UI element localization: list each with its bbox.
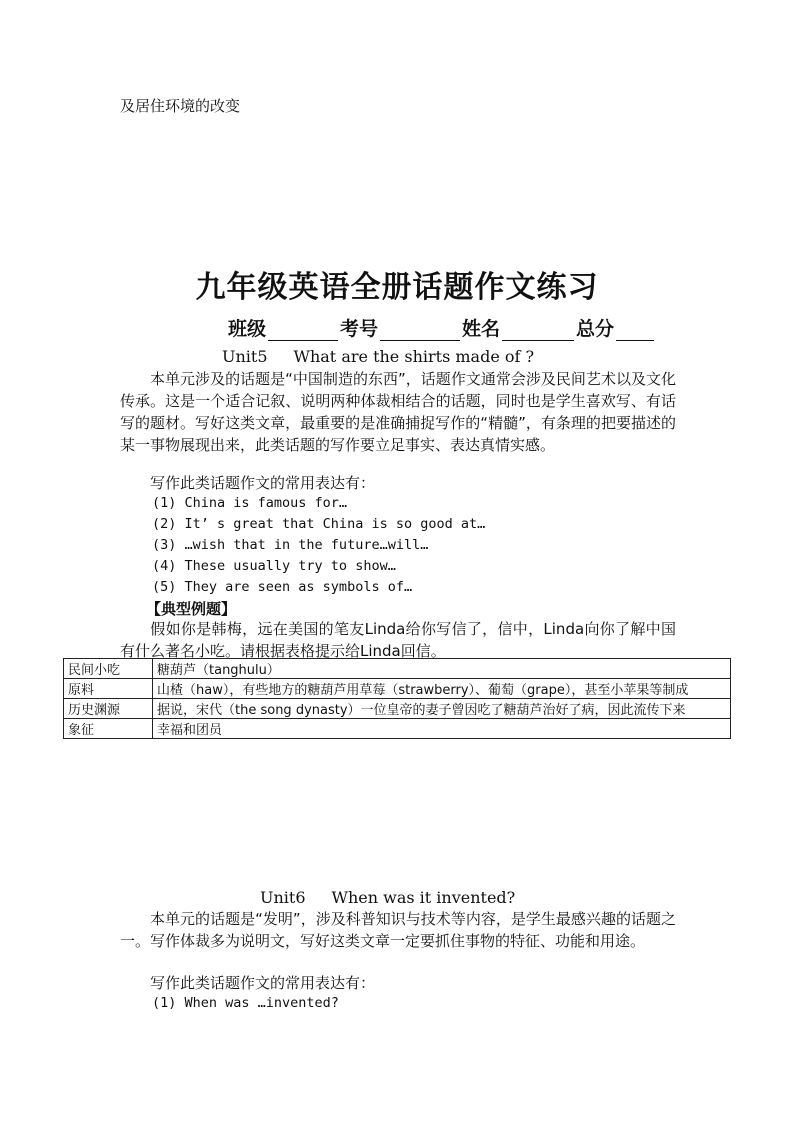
unit6-intro bbox=[120, 908, 676, 952]
page-title: 九年级英语全册话题作文练习 bbox=[195, 270, 599, 305]
unit6-heading bbox=[260, 888, 515, 907]
unit5-expressions-title-text: 写作此类话题作文的常用表达有： bbox=[150, 474, 376, 492]
table-key: 民间小吃 bbox=[64, 659, 153, 679]
table-key: 历史渊源 bbox=[64, 699, 153, 719]
score-label: 总分 bbox=[576, 318, 615, 340]
unit5-heading bbox=[222, 347, 534, 366]
name-field[interactable] bbox=[502, 322, 574, 341]
unit6-expressions-title-text: 写作此类话题作文的常用表达有： bbox=[150, 974, 376, 992]
table-value: 山楂（haw），有些地方的糖葫芦用草莓（strawberry）、葡萄（grape），甚至小苹果等制成 bbox=[153, 679, 731, 699]
exam-number-field[interactable] bbox=[380, 322, 460, 341]
table-value: 糖葫芦（tanghulu） bbox=[153, 659, 731, 679]
unit6-expressions-title bbox=[120, 972, 676, 994]
example-text bbox=[120, 618, 676, 662]
table-row bbox=[64, 679, 731, 699]
table-row bbox=[64, 719, 731, 739]
exam-number-label: 考号 bbox=[340, 318, 379, 340]
unit6-label: Unit6 bbox=[260, 888, 306, 907]
score-field[interactable] bbox=[616, 322, 654, 341]
unit6-expression-1: (1) When was …invented? bbox=[152, 995, 339, 1011]
unit5-expression-2: (2) It’ s great that China is so good at… bbox=[152, 516, 486, 532]
class-field[interactable] bbox=[268, 322, 338, 341]
snack-info-table bbox=[63, 658, 731, 739]
unit5-expressions-title bbox=[120, 472, 676, 494]
unit5-expression-5: (5) They are seen as symbols of… bbox=[152, 579, 413, 595]
unit6-question: When was it invented? bbox=[331, 888, 516, 907]
example-heading: 【典型例题】 bbox=[146, 600, 237, 618]
table-row bbox=[64, 699, 731, 719]
unit5-intro-text: 本单元涉及的话题是“中国制造的东西”，话题作文通常会涉及民间艺术以及文化传承。这是一个适合记叙、说明两种体裁相结合的话题，同时也是学生喜欢写、有话写的题材。写好这类文章，最重要的是准确捕捉写作的“精髓”，有条理的把要描述的某一事物展现出来，此类话题的写作要立足事实、表达真情实感。 bbox=[120, 370, 676, 454]
unit5-expression-1: (1) China is famous for… bbox=[152, 495, 348, 511]
student-info-row bbox=[228, 314, 656, 341]
table-row bbox=[64, 659, 731, 679]
unit5-expression-3: (3) …wish that in the future…will… bbox=[152, 537, 429, 553]
table-value: 据说，宋代（the song dynasty）一位皇帝的妻子曾因吃了糖葫芦治好了病，因此流传下来 bbox=[153, 699, 731, 719]
class-label: 班级 bbox=[228, 318, 267, 340]
name-label: 姓名 bbox=[462, 318, 501, 340]
example-text-body: 假如你是韩梅，远在美国的笔友Linda给你写信了，信中，Linda向你了解中国有什么著名小吃。请根据表格提示给Linda回信。 bbox=[120, 620, 676, 660]
unit5-question: What are the shirts made of ? bbox=[293, 347, 535, 366]
unit5-expression-4: (4) These usually try to show… bbox=[152, 558, 396, 574]
unit5-intro bbox=[120, 368, 676, 456]
table-value: 幸福和团员 bbox=[153, 719, 731, 739]
unit6-intro-text: 本单元的话题是“发明”，涉及科普知识与技术等内容，是学生最感兴趣的话题之一。写作体裁多为说明文，写好这类文章一定要抓住事物的特征、功能和用途。 bbox=[120, 910, 676, 950]
table-key: 原料 bbox=[64, 679, 153, 699]
table-key: 象征 bbox=[64, 719, 153, 739]
unit5-label: Unit5 bbox=[222, 347, 268, 366]
continued-text-line: 及居住环境的改变 bbox=[120, 97, 241, 115]
